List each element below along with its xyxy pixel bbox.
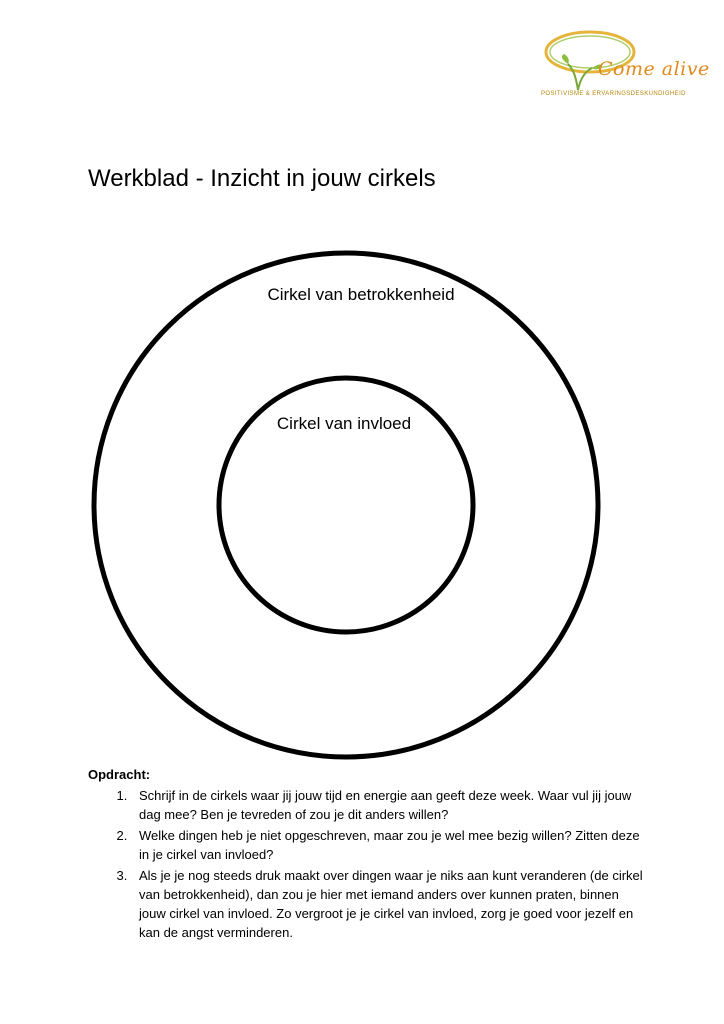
- assignment-item: 2. Welke dingen heb je niet opgeschreven, maar zou je wel mee bezig willen? Zitten deze in je cirkel van invloed?: [131, 826, 648, 864]
- outer-circle-label: Cirkel van betrokkenheid: [267, 285, 455, 304]
- outer-circle: [94, 253, 598, 757]
- assignment-section: [88, 765, 648, 944]
- logo-wordmark: Come alive: [598, 58, 710, 80]
- assignment-list: [88, 786, 648, 942]
- circles-diagram: [88, 250, 608, 760]
- assignment-item: 1. Schrijf in de cirkels waar jij jouw tijd en energie aan geeft deze week. Waar vul jij jouw dag mee? Ben je tevreden of zou je dit anders willen?: [131, 786, 648, 824]
- logo-tagline: POSITIVISME & ERVARINGSDESKUNDIGHEID: [541, 91, 686, 97]
- page-title: Werkblad - Inzicht in jouw cirkels: [88, 165, 436, 192]
- inner-circle-label: Cirkel van invloed: [276, 414, 412, 433]
- assignment-heading: Opdracht:: [88, 767, 151, 782]
- assignment-item: 3. Als je je nog steeds druk maakt over dingen waar je niks aan kunt veranderen (de cirkel van betrokkenheid), dan zou je hier met iemand anders over kunnen praten, binnen jouw cirkel van invloed. Zo vergroot je je cirkel van invloed, zorg je goed voor jezelf en kan de angst verminderen.: [131, 866, 648, 942]
